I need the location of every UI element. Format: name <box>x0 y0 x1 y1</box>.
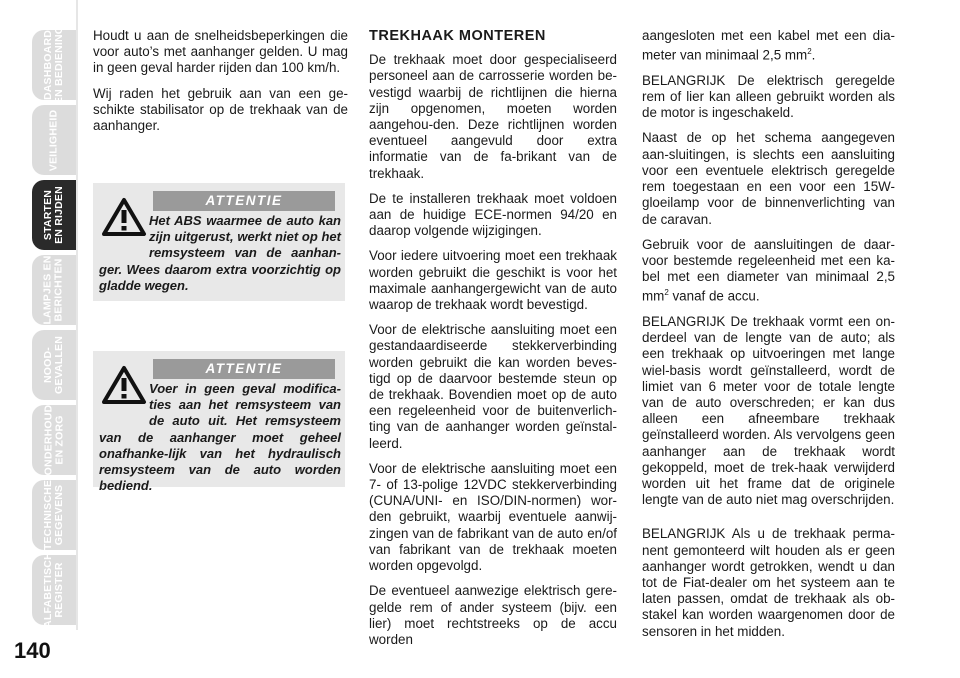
paragraph: De te installeren trekhaak moet voldoen aan de huidige ECE-normen 94/20 en daarop volgende wijzigingen. <box>369 190 617 239</box>
warning-text-content: Voer in geen geval modifica-ties aan het remsysteem van de auto uit. Het remsysteem van de aanhanger moet geheel onafhanke-lijk van het hydraulisch remsysteem van de auto worden bediend. <box>99 381 341 494</box>
tab-label: DASHBOARD EN BEDIENING <box>42 25 65 105</box>
page-number: 140 <box>14 638 51 663</box>
superscript: 2 <box>664 288 669 298</box>
paragraph: Wij raden het gebruik aan van een ge-schikte stabilisator op de trekhaak van de aanhanger. <box>93 85 348 134</box>
tab-veiligheid[interactable] <box>32 105 76 175</box>
tab-register[interactable] <box>32 552 76 628</box>
chapter-tabs <box>0 0 80 678</box>
column-3 <box>642 28 895 649</box>
column-1 <box>93 28 348 143</box>
paragraph <box>642 28 895 64</box>
tab-technische-gegevens[interactable] <box>32 480 76 550</box>
tab-label: ALFABETISCH REGISTER <box>42 552 66 628</box>
paragraph: Naast de op het schema aangegeven aan-sluitingen, is slechts een aansluiting voor een eventuele elektrisch geregelde rem toegestaan en een voor een 15W-gloeilamp voor de binnenverlichting van de caravan. <box>642 130 895 227</box>
section-heading: TREKHAAK MONTEREN <box>369 28 546 44</box>
tab-starten-rijden[interactable] <box>32 180 76 250</box>
paragraph: Voor de elektrische aansluiting moet een gestandaardiseerde stekkerverbinding worden gebruikt die kan worden beves-tigd op de daarvoor bestemde steun op de trekhaak. Bovendien moet op de auto een regeleenheid voor de buitenverlich-ting van de aanhanger worden geïnstal-leerd. <box>369 322 617 451</box>
paragraph-text: Gebruik voor de aansluitingen de daar-voor bestemde regeleenheid met een ka-bel met een diameter van minimaal 2,5 mm <box>642 236 895 304</box>
warning-box-abs <box>93 183 345 301</box>
paragraph: De eventueel aanwezige elektrisch gere-gelde rem of ander systeem (bijv. een lier) moet rechtstreeks op de accu worden <box>369 583 617 647</box>
tab-label: TECHNISCHE GEGEVENS <box>42 479 66 551</box>
warning-text <box>99 381 341 494</box>
paragraph: Voor de elektrische aansluiting moet een 7- of 13-polige 12VDC stekkerverbinding (CUNA/UNI- en ISO/DIN-normen) wor-den gebruikt, waarbij eventuele aanwij-zingen van de fabrikant van de auto en/of van fabrikant van de trekhaak moeten worden opgevolgd. <box>369 460 617 574</box>
tab-onderhoud[interactable] <box>32 405 76 475</box>
tab-lampjes[interactable] <box>32 255 76 325</box>
tab-label: STARTEN EN RIJDEN <box>42 186 65 244</box>
tab-label: LAMPJES EN BERICHTEN <box>42 255 66 325</box>
tab-divider <box>76 0 78 630</box>
paragraph: BELANGRIJK De trekhaak vormt een on-derdeel van de lengte van de auto; als een trekhaak op uitvoeringen met lange wiel-basis wordt geïnstalleerd, wordt de limiet van 6 meter voor de totale lengte van de auto overschreden; er kan dus alleen een afneembare trekhaak geïnstalleerd worden. Als vervolgens geen aanhanger aan de trekhaak wordt gekoppeld, moet de trek-haak verwijderd worden uit het frame dat de originele lengte van de auto niet mag overschrijden. <box>642 313 895 508</box>
paragraph: De trekhaak moet door gespecialiseerd personeel aan de carrosserie worden be-vestigd waarbij de richtlijnen die hierna zijn opgenomen, moeten worden aangehou-den. Deze richtlijnen worden eventueel aangevuld door extra informatie van de fa-brikant van de trekhaak. <box>369 52 617 181</box>
tab-noodgevallen[interactable] <box>32 330 76 400</box>
paragraph: BELANGRIJK De elektrisch geregelde rem of lier kan alleen gebruikt worden als de motor is ingeschakeld. <box>642 72 895 121</box>
column-2 <box>369 28 617 657</box>
paragraph-text: vanaf de accu. <box>668 288 760 304</box>
superscript: 2 <box>807 47 812 57</box>
tab-label: ONDERHOUD EN ZORG <box>42 404 66 476</box>
warning-text <box>99 213 341 294</box>
paragraph <box>642 237 895 305</box>
paragraph-text: aangesloten met een kabel met een dia-meter van minimaal 2,5 mm <box>642 28 895 63</box>
tab-dashboard[interactable] <box>32 25 76 105</box>
paragraph: BELANGRIJK Als u de trekhaak perma-nent gemonteerd wilt houden als er geen aanhanger wordt getrokken, wendt u dan tot de Fiat-dealer om het systeem aan te laten passen, omdat de trekhaak als ob-stakel kan worden waargenomen door de sensoren in het midden. <box>642 526 895 639</box>
warning-box-brakes <box>93 351 345 494</box>
warning-text-content: Het ABS waarmee de auto kan zijn uitgerust, werkt niet op het remsysteem van de aanhan-ger. Wees daarom extra voorzichtig op gladde wegen. <box>99 213 341 293</box>
warning-heading: ATTENTIE <box>153 359 335 379</box>
paragraph-text: . <box>811 47 816 63</box>
warning-heading: ATTENTIE <box>153 191 335 211</box>
tab-label: VEILIGHEID <box>47 109 60 171</box>
tab-label: NOOD- GEVALLEN <box>42 336 65 394</box>
paragraph: Voor iedere uitvoering moet een trekhaak worden gebruikt die geschikt is voor het maximale aanhangergewicht van de auto waarop de trekhaak wordt bevestigd. <box>369 248 617 313</box>
paragraph: Houdt u aan de snelheidsbeperkingen die voor auto’s met aanhanger gelden. U mag in geen geval harder rijden dan 100 km/h. <box>93 28 348 76</box>
